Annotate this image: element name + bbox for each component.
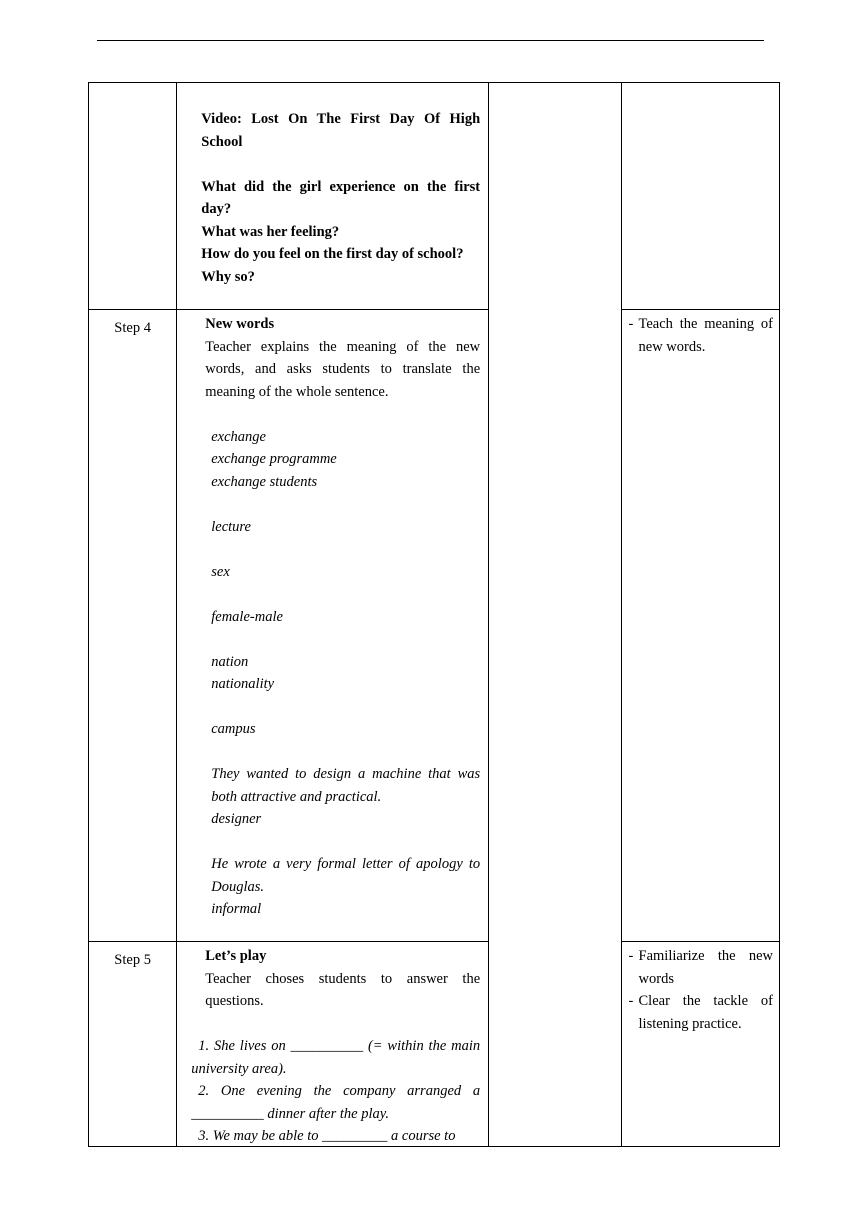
activity-cell [177, 942, 489, 1147]
question-list [191, 1035, 480, 1146]
blank-line [211, 696, 480, 719]
question-number: 1. [198, 1038, 210, 1054]
prompt-line: Video: Lost On The First Day Of High School [201, 111, 481, 150]
vocabulary-item: lecture [211, 518, 251, 535]
aim-text: Familiarize the new words [638, 948, 773, 987]
aim-text: Clear the tackle of listening practice. [638, 993, 773, 1032]
question-number: 2. [198, 1083, 210, 1099]
bullet-dash: - [628, 948, 634, 964]
vocabulary-item: female-male [211, 608, 283, 625]
activity-title: New words [205, 316, 275, 332]
step-label: Step 5 [114, 952, 151, 968]
question-text: One evening the company arranged a __________ dinner after the play. [191, 1083, 481, 1122]
aim-item [629, 990, 773, 1035]
step-cell [89, 942, 177, 1147]
vocabulary-item: exchange students [211, 473, 318, 490]
blank-line [211, 583, 480, 606]
blank-line [211, 538, 480, 561]
table-row [89, 942, 780, 1147]
vocabulary-item: informal [211, 901, 262, 917]
blank-line [211, 403, 480, 426]
prompt-line: What was her feeling? [201, 223, 340, 240]
activity-description: Teacher explains the meaning of the new words, and asks students to translate the meaning of the whole sentence. [205, 338, 481, 400]
aim-list [622, 310, 779, 358]
question-item [191, 1080, 480, 1125]
question-text: She lives on __________ (= within the main university area). [191, 1038, 481, 1077]
table-row [89, 83, 780, 310]
step-cell [89, 83, 177, 310]
blank-line [211, 831, 480, 854]
vocabulary-item: He wrote a very formal letter of apology to Douglas. [211, 856, 481, 895]
blank-line [211, 628, 480, 651]
vocabulary-item: designer [211, 811, 262, 827]
header-rule [97, 40, 764, 41]
video-block [177, 83, 488, 298]
aim-item [629, 313, 773, 358]
prompt-line: How do you feel on the first day of school? [201, 246, 464, 262]
step-cell [89, 310, 177, 942]
activity-title: Let’s play [205, 948, 267, 964]
question-number: 3. [198, 1128, 210, 1144]
aim-cell [621, 942, 779, 1147]
bullet-dash: - [628, 993, 634, 1009]
question-text: We may be able to _________ a course to [209, 1128, 456, 1144]
vocabulary-item: They wanted to design a machine that was both attractive and practical. [211, 766, 481, 805]
vocabulary-item: campus [211, 721, 256, 737]
prompt-line: Why so? [201, 268, 255, 285]
step-label: Step 4 [114, 320, 151, 336]
lesson-plan-table [88, 82, 780, 1147]
aim-list [622, 942, 779, 1035]
prompt-line: What did the girl experience on the first day? [201, 178, 481, 217]
blank-column-cell [489, 83, 621, 1147]
question-item [191, 1035, 480, 1080]
vocabulary-list [205, 403, 480, 921]
question-item [191, 1125, 480, 1146]
vocabulary-item: exchange programme [211, 451, 337, 467]
vocabulary-item: sex [211, 563, 230, 580]
bullet-dash: - [628, 316, 634, 332]
aim-cell [621, 83, 779, 310]
aim-cell [621, 310, 779, 942]
activity-description: Teacher choses students to answer the questions. [205, 970, 481, 1009]
blank-line [211, 493, 480, 516]
vocabulary-item: exchange [211, 428, 266, 445]
activity-cell [177, 83, 489, 310]
aim-item [629, 945, 773, 990]
vocabulary-item: nation [211, 653, 249, 670]
activity-cell [177, 310, 489, 942]
blank-line [211, 741, 480, 764]
table-row [89, 310, 780, 942]
aim-text: Teach the meaning of new words. [638, 316, 773, 355]
blank-line [201, 153, 480, 176]
vocabulary-item: nationality [211, 676, 275, 692]
